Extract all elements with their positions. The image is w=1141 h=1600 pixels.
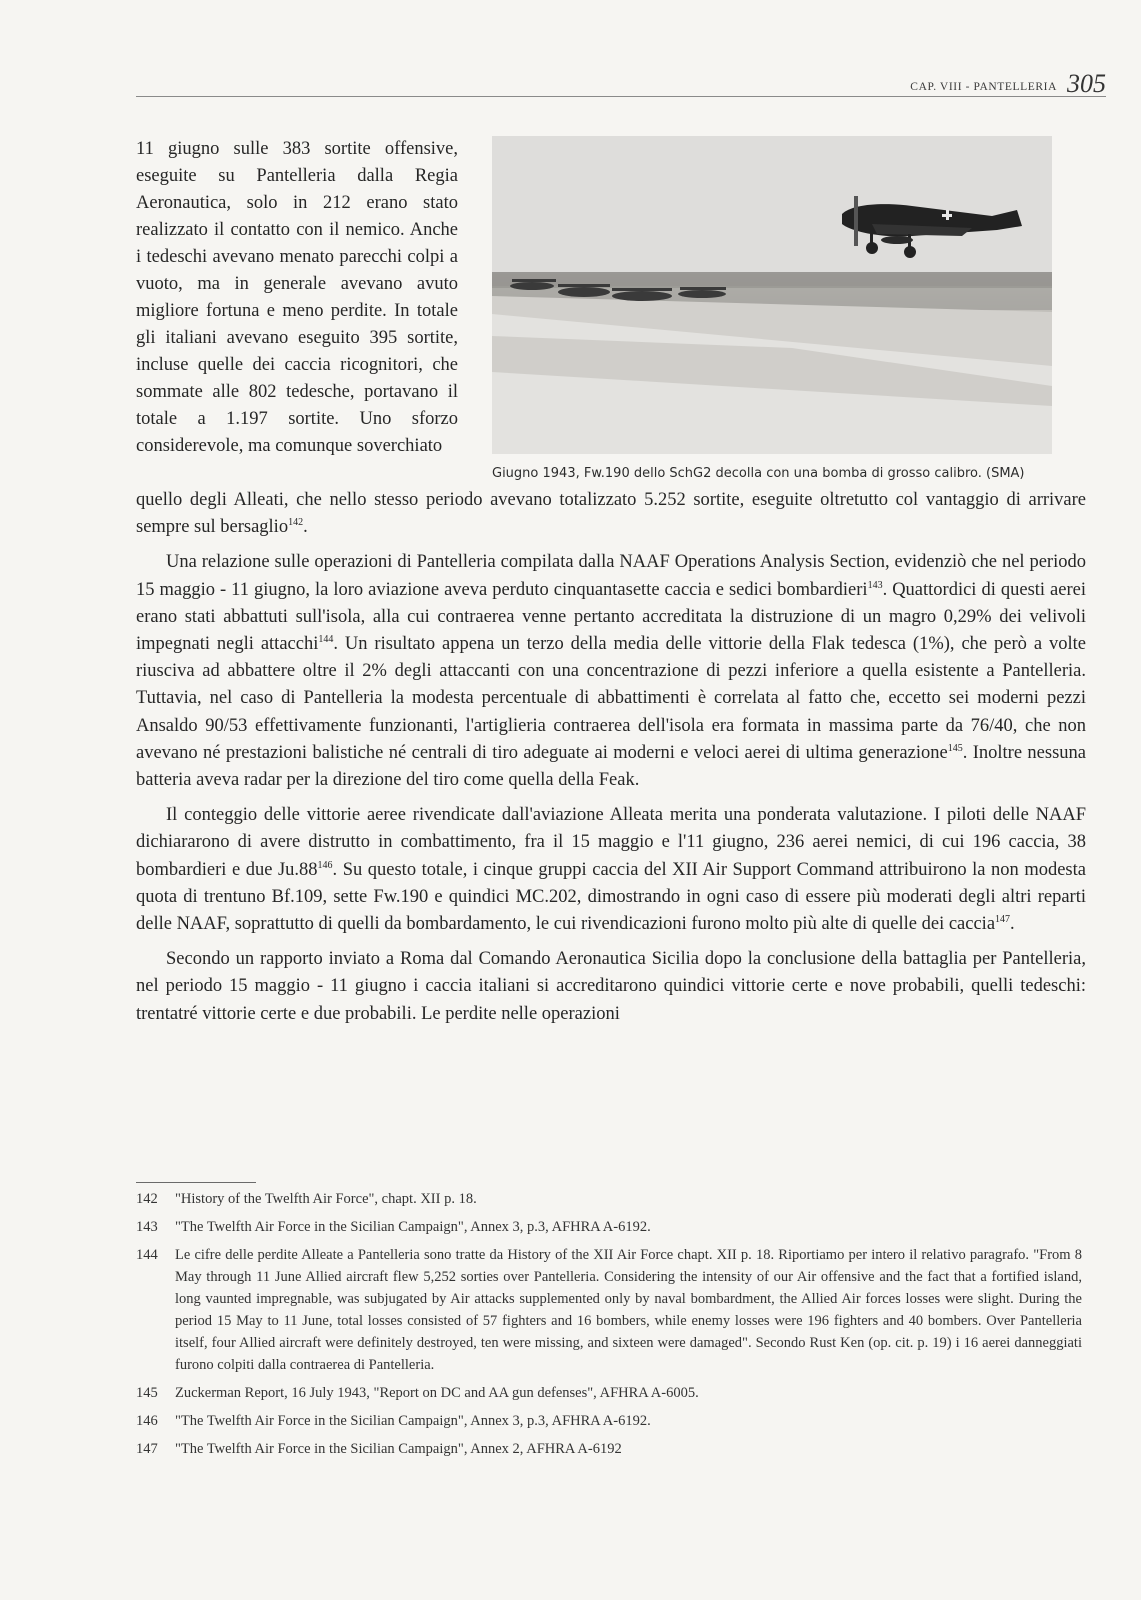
paragraph-3 [136,802,1086,938]
footnotes [136,1188,1082,1466]
paragraph-3-part-b: . Su questo totale, i cinque gruppi caccia del XII Air Support Command attribuirono la non modesta quota di trentuno Bf.109, sette Fw.190 e quindici MC.202, dimostrando in ogni caso di essere più moderati degli altri reparti delle NAAF, soprattutto di quelli da bombardamento, le cui rivendicazioni furono molto più alte di quelle dei caccia [136,859,1086,935]
footnote-142 [136,1188,1082,1210]
paragraph-1-column: 11 giugno sulle 383 sortite offensive, eseguite su Pantelleria dalla Regia Aeronautica, solo in 212 erano stato realizzato il contatto con il nemico. Anche i tedeschi avevano menato parecchi colpi a vuoto, ma in generale avevano avuto migliore fortuna e meno perdite. In totale gli italiani avevano eseguito 395 sortite, incluse quelle dei caccia ricognitori, che sommate alle 802 tedesche, portavano il totale a 1.197 sortite. Uno sforzo considerevole, ma comunque soverchiato [136,139,458,456]
footnote-ref-142[interactable]: 142 [288,517,304,529]
chapter-label: CAP. VIII - PANTELLERIA [910,81,1057,93]
paragraph-2-part-d: . Inoltre nessuna batteria aveva radar per la direzione del tiro come quella della Feak. [136,742,1086,791]
paragraph-1-full-width [136,487,1086,541]
photo-caption: Giugno 1943, Fw.190 dello SchG2 decolla con una bomba di grosso calibro. (SMA) [492,466,1025,481]
paragraph-4: Secondo un rapporto inviato a Roma dal Comando Aeronautica Sicilia dopo la conclusione della battaglia per Pantelleria, nel periodo 15 maggio - 11 giugno i caccia italiani si accreditarono quindici vittorie certe e nove probabili, quelli tedeschi: trentatré vittorie certe e due probabili. Le perdite nelle operazioni [136,949,1086,1024]
page-number: 305 [1067,69,1106,98]
paragraph-1-end: . [303,517,308,538]
paragraph-2-part-b: . Quattordici di questi aerei erano stati abbattuti sull'isola, alla cui contraerea venne pertanto accreditata la distruzione di un magro 0,29% dei velivoli impegnati negli attacchi [136,579,1086,655]
footnote-divider [136,1182,256,1183]
footnote-ref-146[interactable]: 146 [317,859,333,871]
paragraph-2-part-c: . Un risultato appena un terzo della media delle vittorie della Flak tedesca (1%), che però a volte riusciva ad abbattere oltre il 2% degli attaccanti con una concentrazione di pezzi inferiore a quella esistente a Pantelleria. Tuttavia, nel caso di Pantelleria la modesta percentuale di abbattimenti è correlata al fatto che, eccetto sei moderni pezzi Ansaldo 90/53 effettivamente funzionanti, l'artiglieria contraerea dell'isola era formata in massima parte da 76/40, che non avevano né prestazioni balistiche né centrali di tiro adeguate ai moderni e veloci aerei di ultima generazione [136,634,1086,763]
paragraph-2-part-a: Una relazione sulle operazioni di Pantelleria compilata dalla NAAF Operations Analysis Section, evidenziò che nel periodo 15 maggio - 11 giugno, la loro aviazione aveva perduto cinquantasette caccia e sedici bombardieri [136,552,1086,600]
footnote-146 [136,1410,1082,1432]
running-head [136,68,1106,97]
footnote-text: "The Twelfth Air Force in the Sicilian Campaign", Annex 3, p.3, AFHRA A-6192. [175,1219,651,1235]
footnote-number: 142 [136,1191,158,1207]
footnote-144 [136,1244,1082,1376]
footnote-ref-144[interactable]: 144 [318,633,334,645]
footnote-text: Le cifre delle perdite Alleate a Pantelleria sono tratte da History of the XII Air Force chapt. XII p. 18. Riportiamo per intero il relativo paragrafo. "From 8 May through 11 June Allied aircraft flew 5,252 sorties over Pantelleria. Considering the intensity of our Air offensive and the fact that a fortified island, long vaunted impregnable, was subjugated by Air attacks supplemented only by naval bombardment, the Allied Air forces losses were slight. During the period 15 May to 11 June, total losses consisted of 57 fighters and 16 bombers, while enemy losses were 196 fighters and 40 bombers. Over Pantelleria itself, four Allied aircraft were definitely destroyed, ten were missing, and sixteen were damaged". Secondo Rust Ken (op. cit. p. 19) i 16 aerei danneggiati furono colpiti dalla contraerea di Pantelleria. [175,1247,1082,1373]
footnote-ref-145[interactable]: 145 [947,742,963,754]
footnote-text: "History of the Twelfth Air Force", chapt. XII p. 18. [175,1191,477,1207]
footnote-ref-147[interactable]: 147 [995,913,1011,925]
footnote-147 [136,1438,1082,1460]
paragraph-3-end: . [1010,914,1015,935]
body-text [136,487,1086,1028]
footnote-number: 147 [136,1441,158,1457]
footnote-number: 145 [136,1385,158,1401]
photo-illustration [492,136,1052,454]
paragraph-3-part-a: Il conteggio delle vittorie aeree rivendicate dall'aviazione Alleata merita una ponderata valutazione. I piloti delle NAAF dichiararono di avere distrutto in combattimento, fra il 15 maggio e l'11 giugno, 236 aerei nemici, di cui 196 caccia, 38 bombardieri e due Ju.88 [136,805,1086,880]
footnote-ref-143[interactable]: 143 [867,579,883,591]
footnote-number: 144 [136,1247,158,1263]
footnote-145 [136,1382,1082,1404]
paragraph-2 [136,549,1086,794]
photo-fw190-takeoff [492,136,1052,454]
footnote-143 [136,1216,1082,1238]
footnote-text: "The Twelfth Air Force in the Sicilian Campaign", Annex 2, AFHRA A-6192 [175,1441,622,1457]
footnote-number: 143 [136,1219,158,1235]
footnote-text: Zuckerman Report, 16 July 1943, "Report on DC and AA gun defenses", AFHRA A-6005. [175,1385,699,1401]
footnote-text: "The Twelfth Air Force in the Sicilian Campaign", Annex 3, p.3, AFHRA A-6192. [175,1413,651,1429]
column-text [136,136,458,460]
footnote-number: 146 [136,1413,158,1429]
paragraph-1-text: quello degli Alleati, che nello stesso periodo avevano totalizzato 5.252 sortite, eseguite oltretutto col vantaggio di arrivare sempre sul bersaglio [136,490,1086,538]
